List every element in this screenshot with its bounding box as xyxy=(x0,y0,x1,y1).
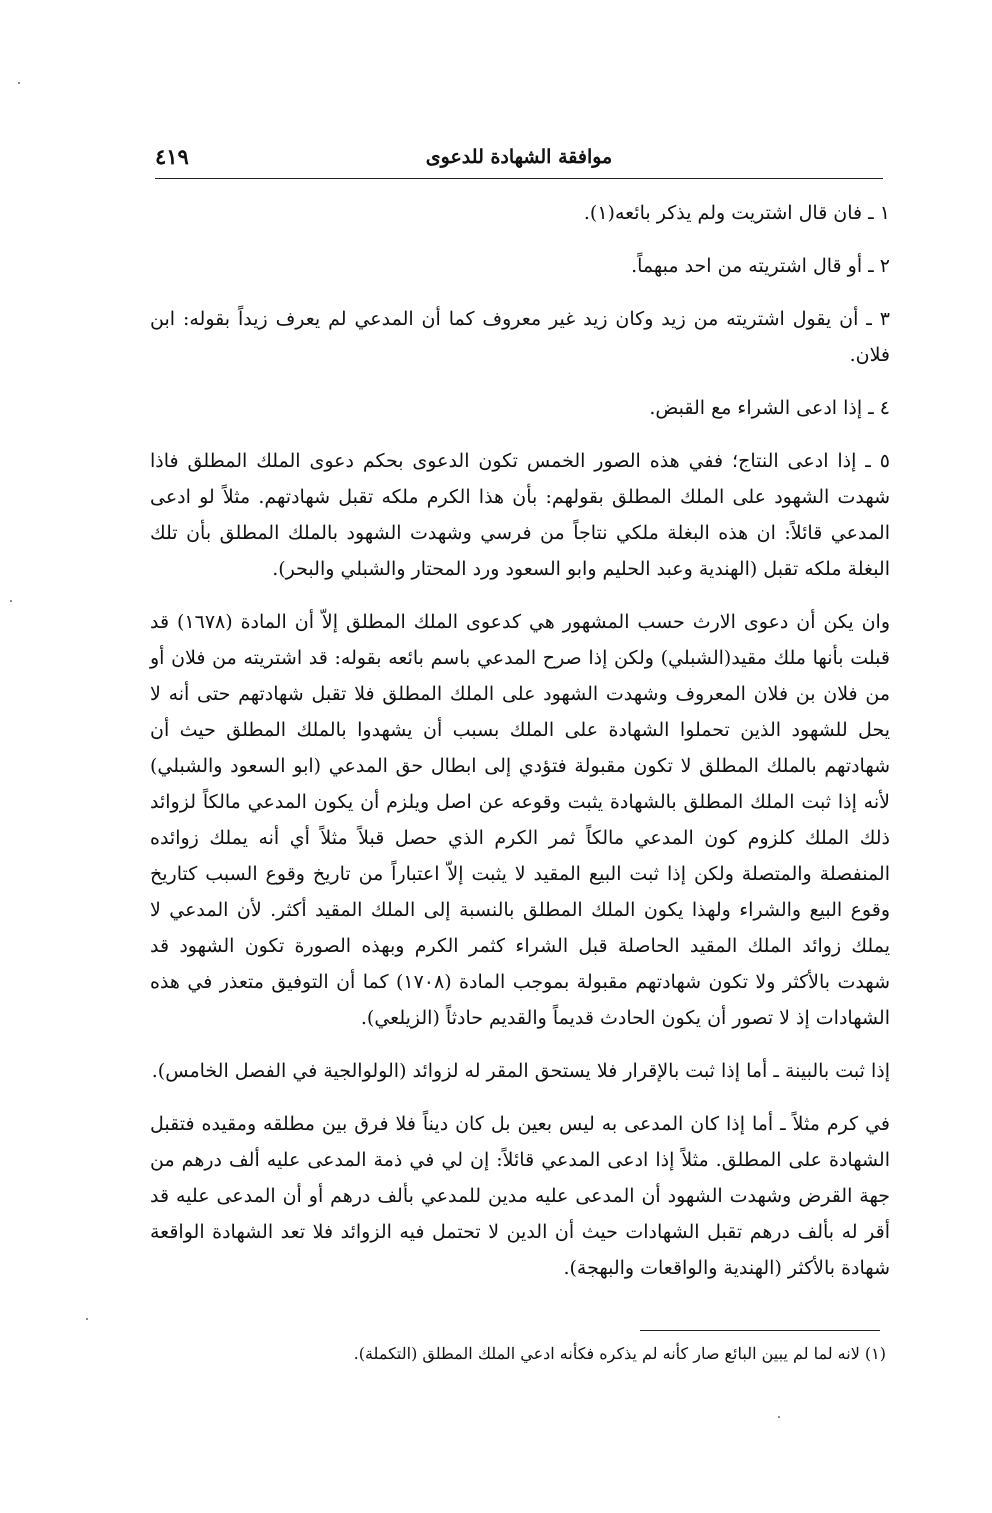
paragraph-debt: في كرم مثلاً ـ أما إذا كان المدعى به ليس بعين بل كان ديناً فلا فرق بين مطلقه ومقيده فتقبل الشهادة على المطلق. مثلاً إذا ادعى المدعي قائلاً: إن لي في ذمة المدعى عليه ألف درهم من جهة القرض وشهدت الشهود أن المدعى عليه مدين للمدعي بألف درهم أو أن المدعى عليه قد أقر له بألف درهم تقبل الشهادات حيث أن الدين لا تحتمل فيه الزوائد فلا تعد الشهادة الواقعة شهادة بالأكثر (الهندية والواقعات والبهجة). xyxy=(150,1113,890,1279)
scan-speck xyxy=(18,82,20,84)
paragraph-inheritance: وان يكن أن دعوى الارث حسب المشهور هي كدعوى الملك المطلق إلاّ أن المادة (١٦٧٨) قد قبلت بأنها ملك مقيد(الشبلي) ولكن إذا صرح المدعي باسم بائعه بقوله: قد اشتريته من فلان أو من فلان بن فلان المعروف وشهدت الشهود على الملك المطلق فلا تقبل شهادتهم حتى أنه لا يحل للشهود الذين تحملوا الشهادة على الملك بسبب أن يشهدوا بالملك المطلق حيث أن شهادتهم بالملك المطلق لا تكون مقبولة فتؤدي إلى ابطال حق المدعي (ابو السعود والشبلي) لأنه إذا ثبت الملك المطلق بالشهادة يثبت وقوعه عن اصل ويلزم أن يكون المدعي مالكاً لزوائد ذلك الملك كلزوم كون المدعي مالكاً ثمر الكرم الذي حصل قبلاً مثلاً أي أنه يملك زوائده المنفصلة والمتصلة ولكن إذا ثبت البيع المقيد لا يثبت إلاّ اعتباراً من تاريخ وقوع السبب كتاريخ وقوع البيع والشراء ولهذا يكون الملك المطلق بالنسبة إلى الملك المقيد أكثر. لأن المدعي لا يملك زوائد الملك المقيد الحاصلة قبل الشراء كثمر الكرم وبهذه الصورة تكون الشهود قد شهدت بالأكثر ولا تكون شهادتهم مقبولة بموجب المادة (١٧٠٨) كما أن التوفيق متعذر في هذه الشهادات إذ لا تصور أن يكون الحادث قديماً والقديم حادثاً (الزيلعي). xyxy=(150,611,890,1029)
scan-speck xyxy=(778,1416,780,1418)
body-text xyxy=(150,195,890,1286)
footnote: (١) لانه لما لم يبين البائع صار كأنه لم يذكره فكأنه ادعي الملك المطلق (التكملة). xyxy=(353,1344,886,1363)
paragraph-item-5: ٥ ـ إذا ادعى النتاج؛ ففي هذه الصور الخمس تكون الدعوى بحكم دعوى الملك المطلق فاذا شهدت الشهود على الملك المطلق بقولهم: بأن هذا الكرم ملكه تقبل شهادتهم. مثلاً لو ادعى المدعي قائلاً: ان هذه البغلة ملكي نتاجاً من فرسي وشهدت الشهود بالملك المطلق بأن تلك البغلة ملكه تقبل (الهندية وعبد الحليم وابو السعود ورد المحتار والشبلي والبحر). xyxy=(150,450,890,580)
paragraph-item-4: ٤ ـ إذا ادعى الشراء مع القبض. xyxy=(649,397,890,419)
running-title: موافقة الشهادة للدعوى xyxy=(425,146,613,168)
footnote-separator xyxy=(640,1330,880,1331)
page-header xyxy=(155,142,883,179)
paragraph-item-1: ١ ـ فان قال اشتريت ولم يذكر بائعه(١). xyxy=(583,202,890,224)
paragraph-proof: إذا ثبت بالبينة ـ أما إذا ثبت بالإقرار فلا يستحق المقر له لزوائد (الولوالجية في الفصل الخامس). xyxy=(151,1060,890,1082)
page-number: ٤١٩ xyxy=(155,144,189,169)
scan-speck xyxy=(10,600,12,602)
paragraph-item-3: ٣ ـ أن يقول اشتريته من زيد وكان زيد غير معروف كما أن المدعي لم يعرف زيداً بقوله: ابن فلان. xyxy=(150,308,890,366)
paragraph-item-2: ٢ ـ أو قال اشتريته من احد مبهماً. xyxy=(631,255,890,277)
scan-speck xyxy=(86,1318,88,1320)
